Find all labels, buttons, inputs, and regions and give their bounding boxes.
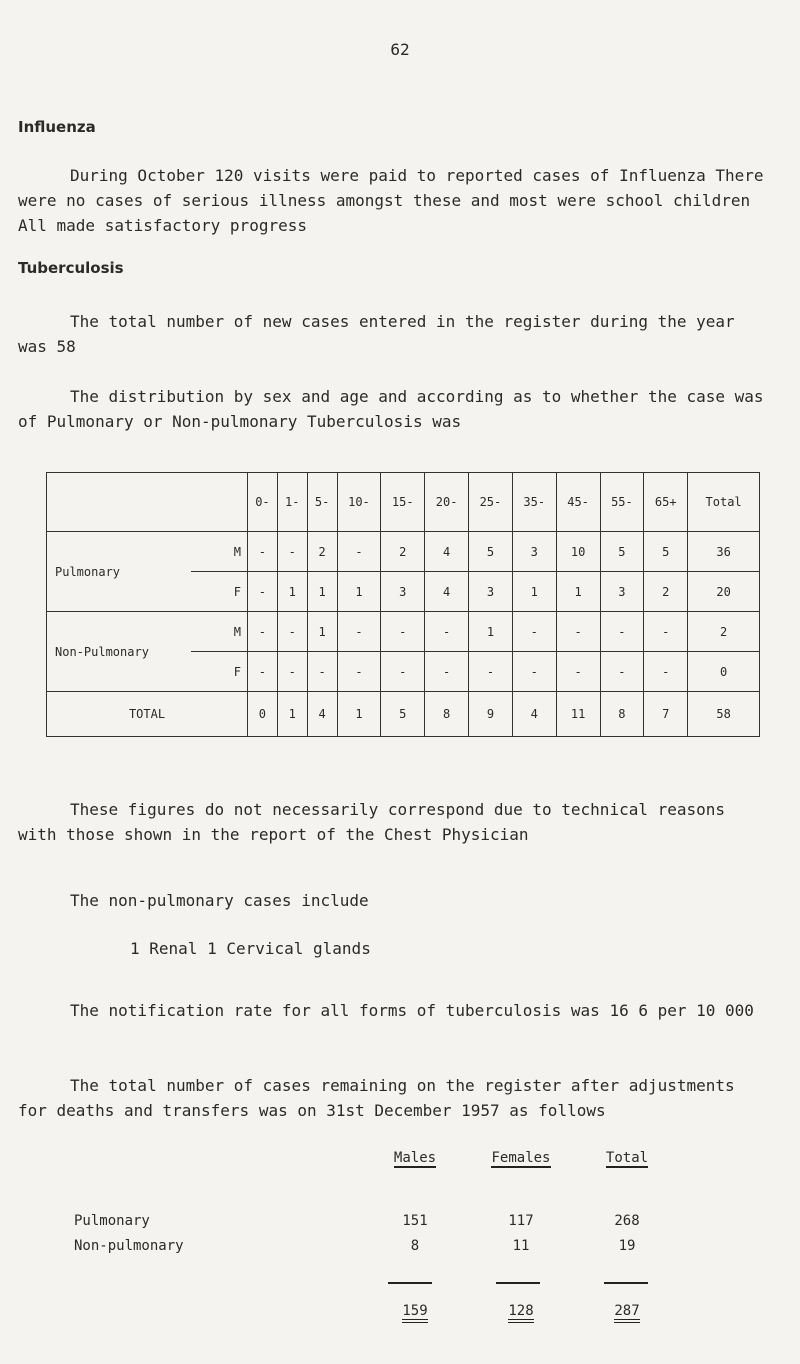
- summary-rule: [604, 1282, 648, 1284]
- distribution-table: [46, 472, 760, 737]
- notification-rate-paragraph: The notification rate for all forms of tuberculosis was 16 6 per 10 000: [70, 1001, 754, 1020]
- table-cell: -: [425, 612, 469, 652]
- table-cell: -: [556, 652, 600, 692]
- table-row: [47, 612, 760, 652]
- summary-header-females: Females: [491, 1150, 551, 1166]
- sex-label: M: [191, 532, 248, 572]
- header-total-cell: Total: [688, 473, 760, 532]
- tuberculosis-heading: Tuberculosis: [18, 259, 124, 277]
- pulmonary-label: Pulmonary: [47, 532, 192, 612]
- table-cell: -: [381, 652, 425, 692]
- table-cell: 10: [556, 532, 600, 572]
- table-cell: -: [337, 612, 381, 652]
- table-cell: 3: [469, 572, 513, 612]
- summary-rule: [496, 1282, 540, 1284]
- influenza-paragraph: During October 120 visits were paid to reported cases of Influenza There were no cases of serious illness amongst these and most were school children All made satisfactory progress: [18, 166, 764, 235]
- table-cell: 4: [512, 692, 556, 737]
- summary-cell: 117: [508, 1213, 534, 1229]
- non-pulmonary-label: Non-Pulmonary: [47, 612, 192, 692]
- summary-row-label: Non-pulmonary: [74, 1238, 184, 1254]
- header-age-cell: 35-: [512, 473, 556, 532]
- table-cell: -: [381, 612, 425, 652]
- header-age-cell: 55-: [600, 473, 644, 532]
- table-cell: -: [425, 652, 469, 692]
- table-cell: 1: [469, 612, 513, 652]
- header-age-cell: 1-: [277, 473, 307, 532]
- table-cell: -: [337, 532, 381, 572]
- summary-header-males: Males: [393, 1150, 437, 1166]
- header-age-cell: 45-: [556, 473, 600, 532]
- table-cell: 1: [337, 572, 381, 612]
- table-cell: -: [512, 612, 556, 652]
- table-cell: -: [337, 652, 381, 692]
- page-number: 62: [390, 40, 410, 59]
- summary-total-all: 287: [614, 1303, 639, 1323]
- header-age-cell: 10-: [337, 473, 381, 532]
- table-total-row: [47, 692, 760, 737]
- tb-paragraph-new-cases: The total number of new cases entered in the register during the year was 58: [18, 312, 735, 356]
- header-age-cell: 25-: [469, 473, 513, 532]
- table-cell: 0: [248, 692, 278, 737]
- total-label: TOTAL: [47, 692, 248, 737]
- table-cell: 1: [277, 692, 307, 737]
- table-cell: 9: [469, 692, 513, 737]
- table-cell: 2: [688, 612, 760, 652]
- summary-rule: [388, 1282, 432, 1284]
- table-cell: -: [600, 652, 644, 692]
- table-cell: 1: [337, 692, 381, 737]
- table-cell: -: [644, 612, 688, 652]
- table-cell: 5: [644, 532, 688, 572]
- header-age-cell: 65+: [644, 473, 688, 532]
- table-cell: 2: [381, 532, 425, 572]
- table-cell: 4: [425, 532, 469, 572]
- table-header-row: [47, 473, 760, 532]
- table-cell: 36: [688, 532, 760, 572]
- table-cell: 1: [512, 572, 556, 612]
- table-cell: 20: [688, 572, 760, 612]
- table-cell: -: [248, 612, 278, 652]
- table-row: [47, 532, 760, 572]
- table-cell: -: [277, 532, 307, 572]
- summary-cell: 8: [410, 1238, 420, 1254]
- table-cell: 3: [600, 572, 644, 612]
- table-cell: -: [600, 612, 644, 652]
- table-cell: 2: [644, 572, 688, 612]
- figures-note-paragraph: These figures do not necessarily correspond due to technical reasons with those shown in the report of the Chest Physician: [18, 800, 726, 844]
- summary-total-males: 159: [402, 1303, 427, 1323]
- summary-header-total: Total: [605, 1150, 649, 1166]
- non-pulmonary-list: 1 Renal 1 Cervical glands: [130, 939, 371, 958]
- table-cell: 3: [512, 532, 556, 572]
- summary-cell: 19: [618, 1238, 636, 1254]
- summary-cell: 268: [614, 1213, 640, 1229]
- summary-cell: 11: [512, 1238, 530, 1254]
- table-cell: -: [277, 652, 307, 692]
- table-cell: 8: [425, 692, 469, 737]
- sex-label: M: [191, 612, 248, 652]
- sex-label: F: [191, 572, 248, 612]
- table-cell: 5: [381, 692, 425, 737]
- table-cell: -: [277, 612, 307, 652]
- table-cell: -: [644, 652, 688, 692]
- table-cell: 1: [556, 572, 600, 612]
- summary-total-females: 128: [508, 1303, 533, 1323]
- table-cell: -: [248, 652, 278, 692]
- table-cell: 3: [381, 572, 425, 612]
- summary-cell: 151: [402, 1213, 428, 1229]
- table-cell: 58: [688, 692, 760, 737]
- table-cell: 0: [688, 652, 760, 692]
- tb-paragraph-distribution: The distribution by sex and age and according as to whether the case was of Pulmonary or Non-pulmonary Tuberculosis was: [18, 387, 764, 431]
- table-cell: 7: [644, 692, 688, 737]
- table-cell: 11: [556, 692, 600, 737]
- table-cell: 4: [307, 692, 337, 737]
- sex-label: F: [191, 652, 248, 692]
- table-cell: 1: [277, 572, 307, 612]
- header-age-cell: 15-: [381, 473, 425, 532]
- table-cell: 1: [307, 612, 337, 652]
- register-remaining-paragraph: The total number of cases remaining on the register after adjustments for deaths and transfers was on 31st December 1957 as follows: [18, 1076, 735, 1120]
- table-cell: -: [248, 572, 278, 612]
- header-corner-cell: [47, 473, 248, 532]
- table-cell: -: [556, 612, 600, 652]
- table-cell: -: [469, 652, 513, 692]
- table-cell: 5: [469, 532, 513, 572]
- header-age-cell: 5-: [307, 473, 337, 532]
- header-age-cell: 0-: [248, 473, 278, 532]
- summary-row-label: Pulmonary: [74, 1213, 150, 1229]
- table-cell: 1: [307, 572, 337, 612]
- table-cell: 2: [307, 532, 337, 572]
- table-cell: 4: [425, 572, 469, 612]
- table-cell: -: [512, 652, 556, 692]
- non-pulmonary-include-paragraph: The non-pulmonary cases include: [70, 891, 369, 910]
- header-age-cell: 20-: [425, 473, 469, 532]
- table-cell: 8: [600, 692, 644, 737]
- table-cell: 5: [600, 532, 644, 572]
- table-cell: -: [307, 652, 337, 692]
- influenza-heading: Influenza: [18, 118, 96, 136]
- table-cell: -: [248, 532, 278, 572]
